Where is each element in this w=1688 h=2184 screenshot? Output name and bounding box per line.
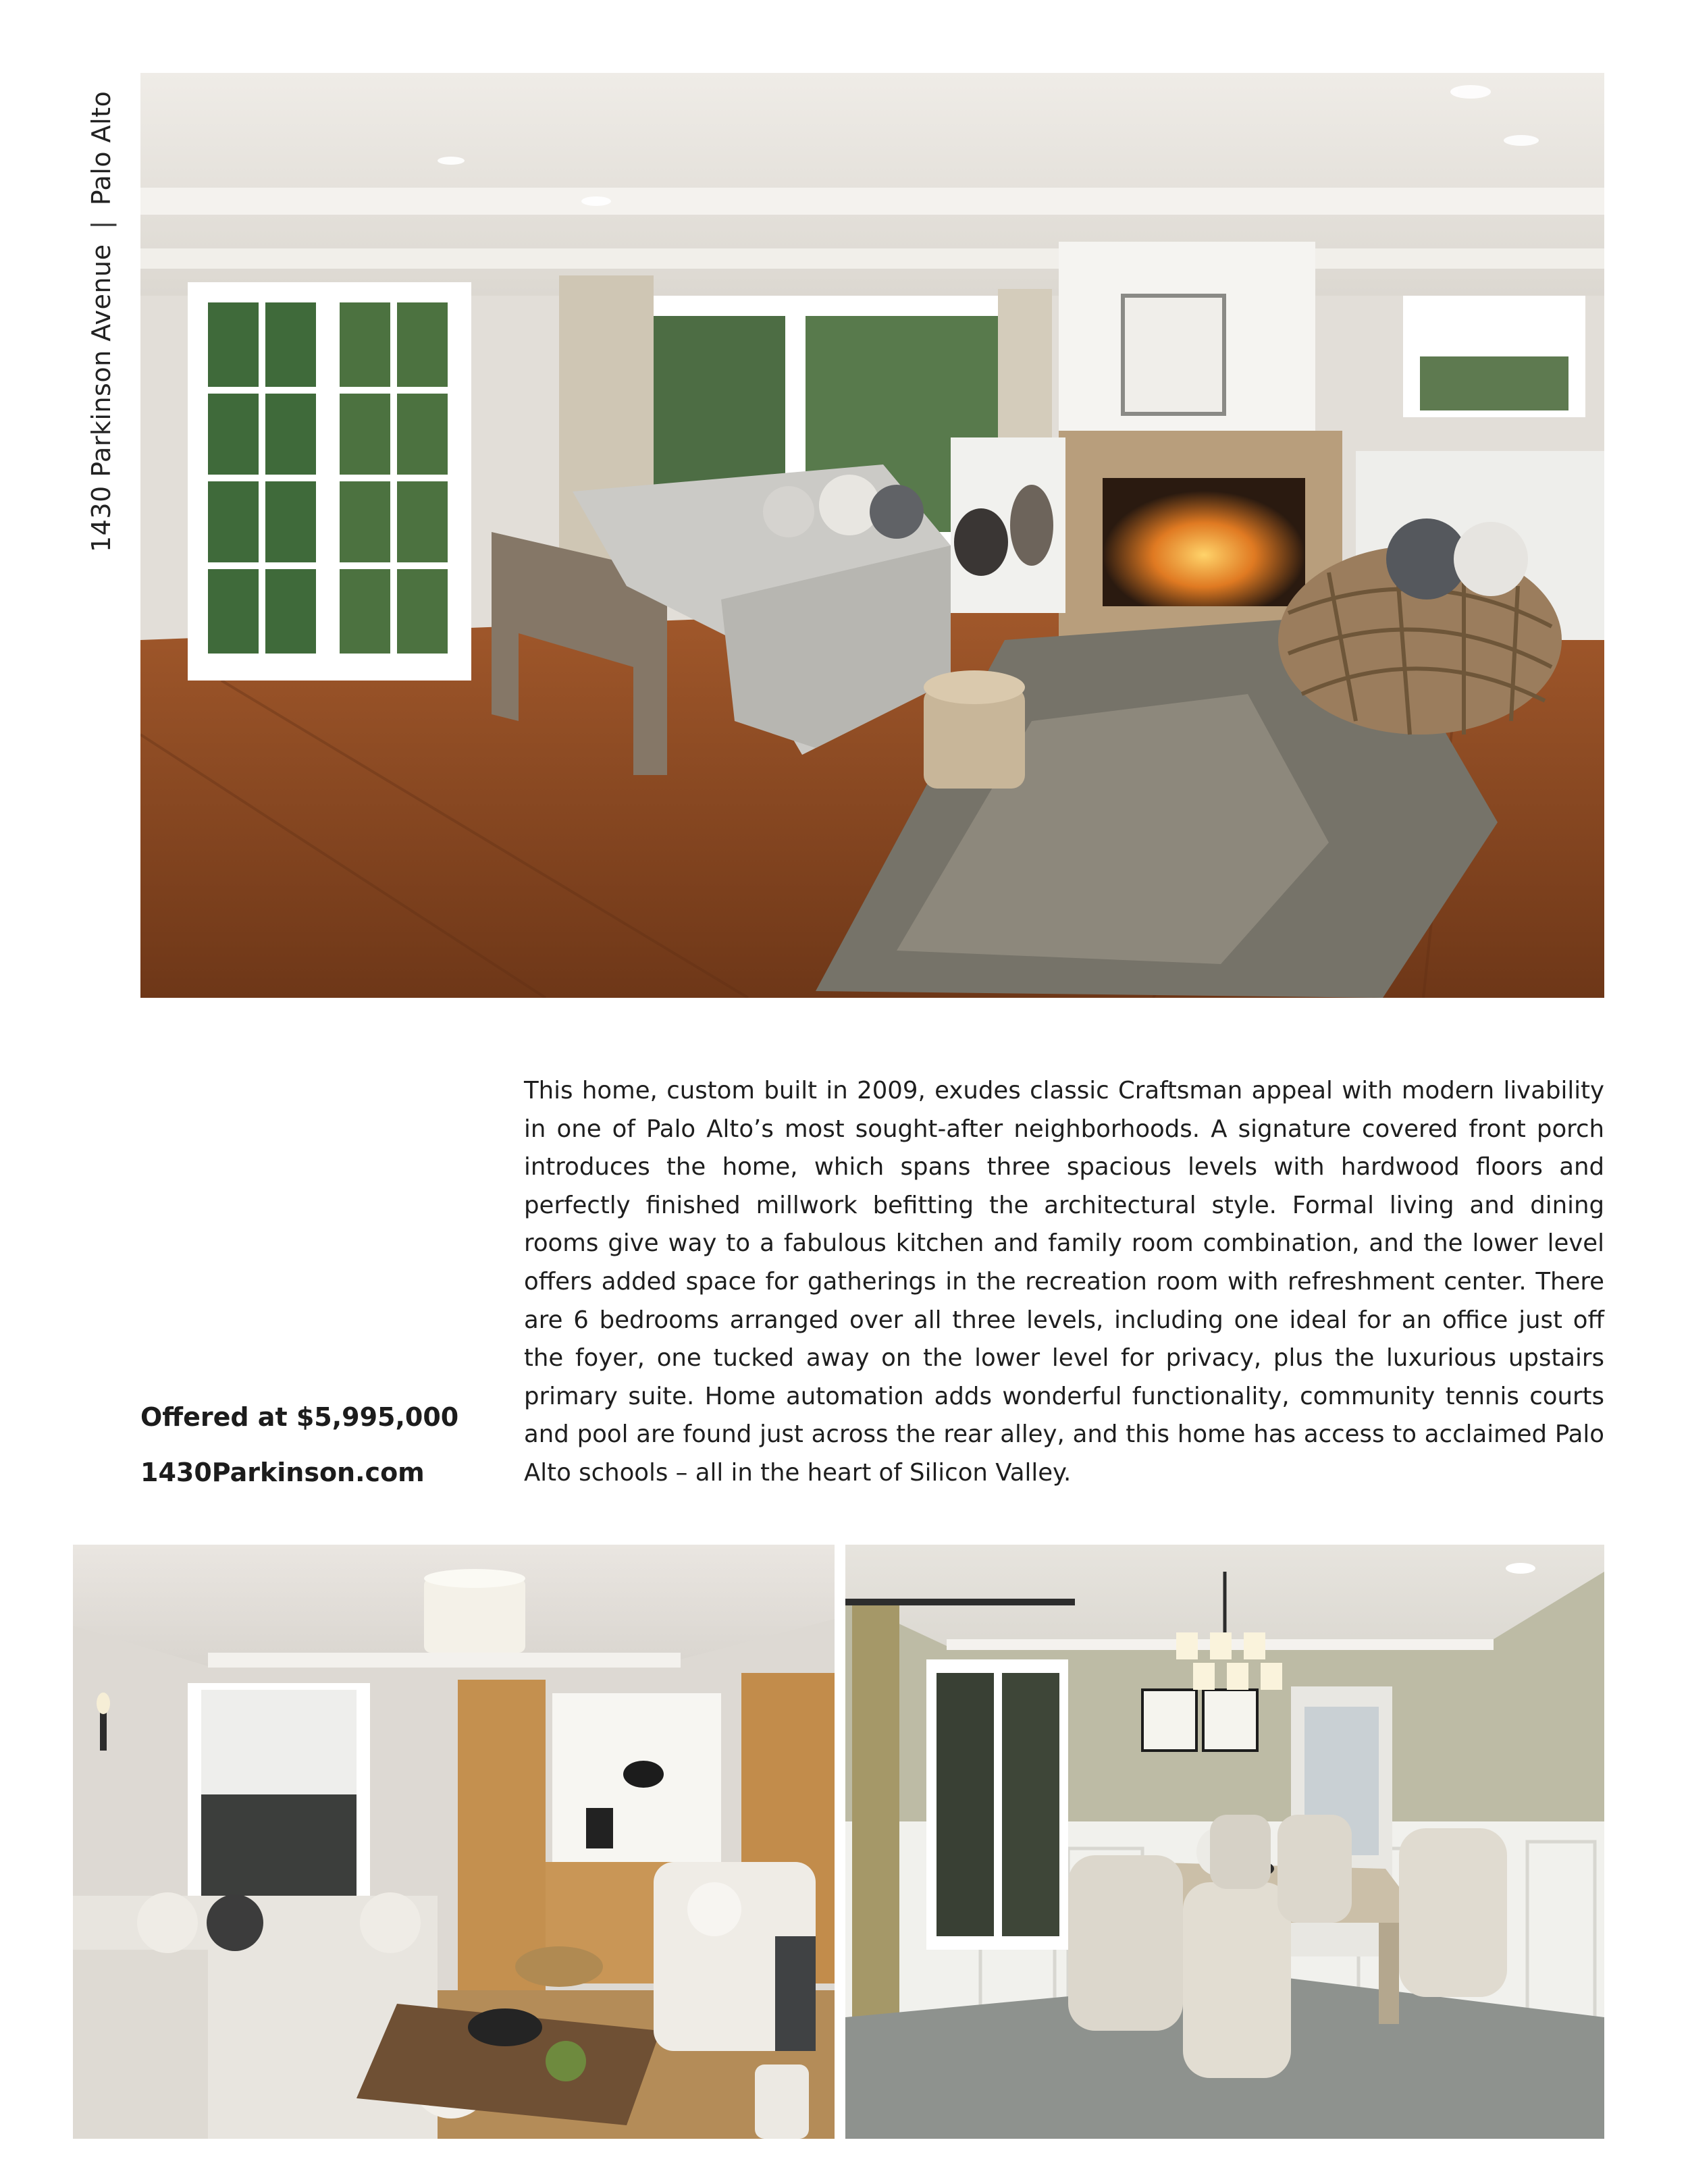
family-room-photo bbox=[73, 1545, 835, 2139]
living-room-photo bbox=[140, 73, 1604, 998]
city-text: Palo Alto bbox=[86, 90, 116, 206]
offer-block bbox=[140, 1389, 458, 1500]
dining-room-photo bbox=[845, 1545, 1604, 2139]
property-description: This home, custom built in 2009, exudes classic Craftsman appeal with modern livability in one of Palo Alto’s most sought-after neighborhoods. A signature covered front porch introduces the home, which spans three spacious levels with hardwood floors and perfectly finished millwork befitting the architectural style. Formal living and dining rooms give way to a fabulous kitchen and family room combination, and the lower level offers added space for gatherings in the recreation room with refreshment center. There are 6 bedrooms arranged over all three levels, including one ideal for an office just off the foyer, one tucked away on the lower level for privacy, plus the luxurious upstairs primary suite. Home automation adds wonderful functionality, community tennis courts and pool are found just across the rear alley, and this home has access to acclaimed Palo Alto schools – all in the heart of Silicon Valley. bbox=[524, 1077, 1604, 1487]
side-address-label bbox=[86, 73, 116, 552]
address-text: 1430 Parkinson Avenue bbox=[86, 244, 116, 552]
offer-price: Offered at $5,995,000 bbox=[140, 1402, 459, 1432]
label-separator: | bbox=[86, 220, 116, 230]
website-link[interactable]: 1430Parkinson.com bbox=[140, 1458, 425, 1487]
